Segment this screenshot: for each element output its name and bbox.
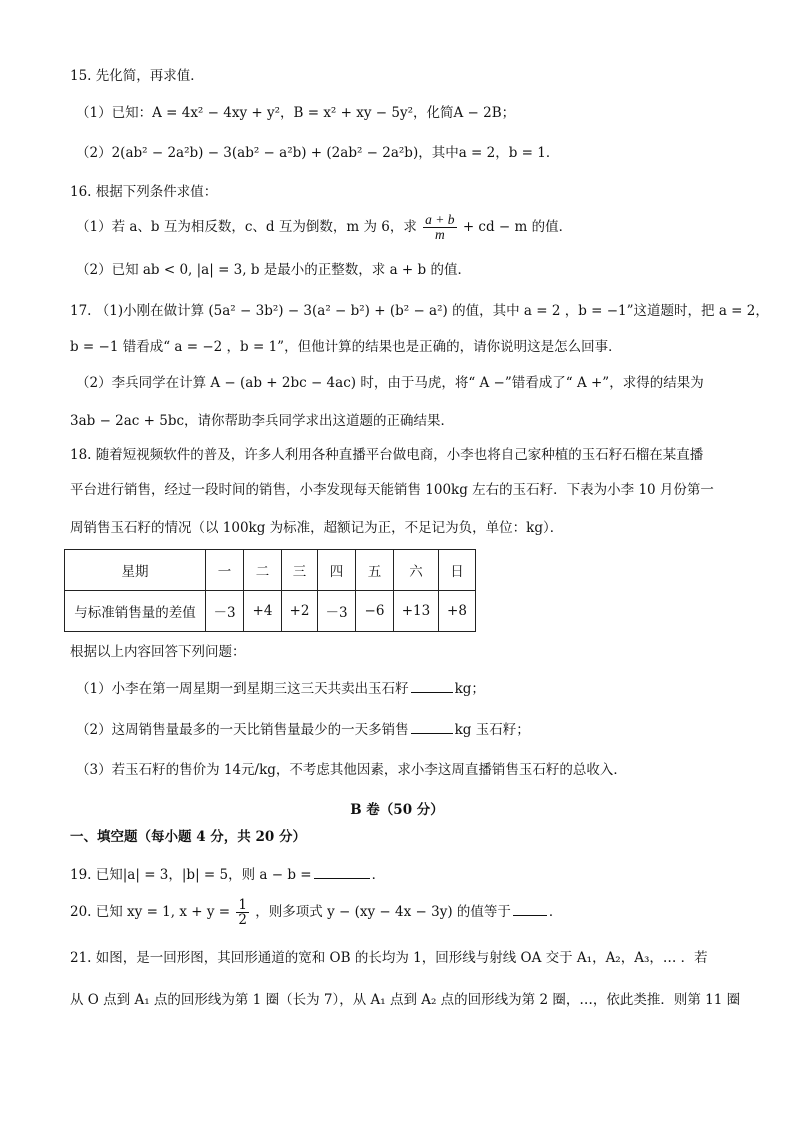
answer-blank[interactable] [513, 903, 547, 916]
table-day-cell: 三 [282, 550, 318, 591]
q16-title: 16. 根据下列条件求值： [70, 184, 218, 200]
table-header-label: 星期 [65, 550, 206, 591]
table-row [65, 591, 476, 632]
table-value-cell: −6 [356, 591, 394, 632]
q18-part2-suffix: kg 玉石籽； [454, 722, 530, 738]
q20-fraction [236, 898, 249, 927]
table-value-cell: +8 [439, 591, 476, 632]
q16-part1-prefix: （1）若 a、b 互为相反数，c、d 互为倒数，m 为 6，求 [76, 219, 417, 236]
q19-suffix: ． [371, 867, 386, 883]
q15-part2: （2）2(ab² − 2a²b) − 3(ab² − a²b) + (2ab² − 2a²b)，其中a = 2，b = 1． [76, 145, 560, 161]
q19 [70, 866, 385, 883]
q17-line4: 3ab − 2ac + 5bc，请你帮助李兵同学求出这道题的正确结果． [70, 413, 455, 429]
q18-part1-suffix: kg； [454, 681, 485, 697]
q18-intro: 根据以上内容回答下列问题： [70, 644, 246, 660]
q18-part1 [76, 680, 485, 697]
table-value-cell: +2 [282, 591, 318, 632]
q18-part3: （3）若玉石籽的售价为 14元/kg，不考虑其他因素，求小李这周直播销售玉石籽的总收入． [76, 762, 627, 778]
table-value-cell: －3 [206, 591, 244, 632]
q16-fraction-denominator: m [434, 227, 445, 243]
table-day-cell: 四 [318, 550, 356, 591]
q20-suffix: ． [548, 904, 563, 921]
q17-line2: b = −1 错看成“ a = −2 ，b = 1”，但他计算的结果也是正确的，请你说明这是怎么回事． [70, 339, 622, 355]
table-day-cell: 六 [394, 550, 439, 591]
table-header-row [65, 550, 476, 591]
q20-fraction-numerator: 1 [238, 897, 247, 913]
q18-line2: 平台进行销售，经过一段时间的销售，小李发现每天能销售 100kg 左右的玉石籽．下表为小李 10 月份第一 [70, 482, 714, 498]
q18-part2-prefix: （2）这周销售量最多的一天比销售量最少的一天多销售 [76, 722, 409, 738]
q20 [70, 898, 562, 927]
table-day-cell: 一 [206, 550, 244, 591]
section-b-title: B 卷（50 分） [350, 802, 444, 818]
table-row-label: 与标准销售量的差值 [65, 591, 206, 632]
table-value-cell: +13 [394, 591, 439, 632]
table-day-cell: 二 [244, 550, 282, 591]
q16-part2: （2）已知 ab < 0, |a| = 3, b 是最小的正整数，求 a + b 的值． [76, 262, 471, 278]
sales-table [64, 549, 476, 632]
q18-part2 [76, 721, 530, 738]
q17-line1: 17. （1)小刚在做计算 (5a² − 3b²) − 3(a² − b²) + (b² − a²) 的值，其中 a = 2 ，b = −1”这道题时，把 a = 2， [70, 303, 769, 319]
q21-line1: 21. 如图，是一回形图，其回形通道的宽和 OB 的长均为 1，回形线与射线 OA 交于 A₁，A₂，A₃，… ．若 [70, 950, 708, 966]
q15-part1: （1）已知：A = 4x² − 4xy + y²，B = x² + xy − 5y²，化简A − 2B； [76, 105, 516, 121]
q19-prefix: 19. 已知|a| = 3，|b| = 5，则 a − b = [70, 867, 312, 883]
table-value-cell: －3 [318, 591, 356, 632]
answer-blank[interactable] [411, 721, 453, 734]
q20-prefix: 20. 已知 xy = 1, x + y = [70, 904, 231, 921]
q21-line2: 从 O 点到 A₁ 点的回形线为第 1 圈（长为 7），从 A₁ 点到 A₂ 点的回形线为第 2 圈，…，依此类推．则第 11 圈 [70, 992, 741, 1008]
table-value-cell: +4 [244, 591, 282, 632]
q18-line1: 18. 随着短视频软件的普及，许多人利用各种直播平台做电商，小李也将自己家种植的玉石籽石榴在某直播 [70, 447, 704, 463]
q17-line3: （2）李兵同学在计算 A − (ab + 2bc − 4ac) 时，由于马虎，将“ A −”错看成了“ A +”，求得的结果为 [76, 375, 704, 391]
answer-blank[interactable] [314, 866, 370, 879]
q18-part1-prefix: （1）小李在第一周星期一到星期三这三天共卖出玉石籽 [76, 681, 409, 697]
q15-title: 15. 先化简，再求值． [70, 68, 204, 84]
q20-fraction-denominator: 2 [238, 912, 247, 929]
answer-blank[interactable] [411, 680, 453, 693]
table-day-cell: 日 [439, 550, 476, 591]
q18-line3: 周销售玉石籽的情况（以 100kg 为标准，超额记为正，不足记为负，单位：kg）． [70, 520, 564, 536]
q16-part1 [76, 213, 572, 242]
q20-middle: ，则多项式 y − (xy − 4x − 3y) 的值等于 [255, 904, 511, 921]
table-day-cell: 五 [356, 550, 394, 591]
q16-part1-suffix: + cd − m 的值． [462, 219, 573, 236]
q16-fraction-numerator: a + b [425, 212, 455, 227]
section-b-part1-heading: 一、填空题（每小题 4 分，共 20 分） [70, 829, 306, 845]
q16-fraction [423, 213, 456, 242]
